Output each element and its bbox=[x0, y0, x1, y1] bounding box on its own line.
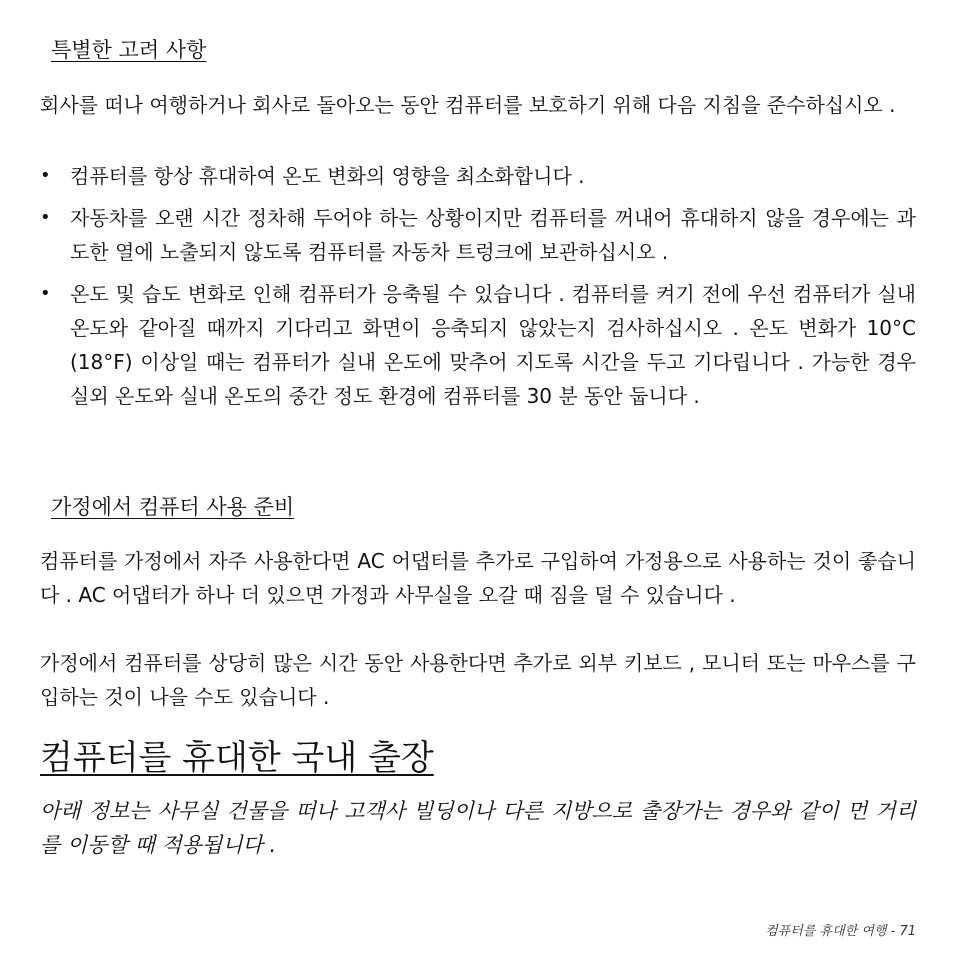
list-item-text: 자동차를 오랜 시간 정차해 두어야 하는 상황이지만 컴퓨터를 꺼내어 휴대하지 않을 경우에는 과도한 열에 노출되지 않도록 컴퓨터를 자동차 트렁크에 보관하십시오 . bbox=[70, 206, 916, 264]
section2-paragraph: 컴퓨터를 가정에서 자주 사용한다면 AC 어댑터를 추가로 구입하여 가정용으로 사용하는 것이 좋습니다 . AC 어댑터가 하나 더 있으면 가정과 사무실을 오갈 때 짐을 덜 수 있습니다 . bbox=[40, 549, 916, 607]
list-item bbox=[40, 159, 916, 193]
list-item-text: 컴퓨터를 항상 휴대하여 온도 변화의 영향을 최소화합니다 . bbox=[70, 164, 585, 188]
section3-intro: 아래 정보는 사무실 건물을 떠나 고객사 빌딩이나 다른 지방으로 출장가는 경우와 같이 먼 거리를 이동할 때 적용됩니다 . bbox=[40, 799, 916, 857]
bullet-icon: • bbox=[40, 283, 51, 304]
page-number: 71 bbox=[899, 924, 916, 939]
section1-intro: 회사를 떠나 여행하거나 회사로 돌아오는 동안 컴퓨터를 보호하기 위해 다음 지침을 준수하십시오 . bbox=[40, 93, 896, 117]
list-item bbox=[40, 201, 916, 269]
list-item-text: 온도 및 습도 변화로 인해 컴퓨터가 응축될 수 있습니다 . 컴퓨터를 켜기 전에 우선 컴퓨터가 실내 온도와 같아질 때까지 기다리고 화면이 응축되지 않았는지 검사하십시오 . 온도 변화가 10°C (18°F) 이상일 때는 컴퓨터가 실내 온도에 맞추어 지도록 시간을 두고 기다립니다 . 가능한 경우 실외 온도와 실내 온도의 중간 정도 환경에 컴퓨터를 30 분 동안 둡니다 . bbox=[70, 282, 916, 408]
section2-paragraph: 가정에서 컴퓨터를 상당히 많은 시간 동안 사용한다면 추가로 외부 키보드 , 모니터 또는 마우스를 구입하는 것이 나을 수도 있습니다 . bbox=[40, 651, 916, 709]
list-item bbox=[40, 277, 916, 413]
section3-heading: 컴퓨터를 휴대한 국내 출장 bbox=[40, 738, 434, 778]
section2-heading: 가정에서 컴퓨터 사용 준비 bbox=[51, 495, 295, 519]
section1-bullet-list bbox=[40, 159, 916, 413]
footer-separator: - bbox=[890, 924, 896, 939]
bullet-icon: • bbox=[40, 207, 51, 228]
section1-heading: 특별한 고려 사항 bbox=[51, 38, 207, 62]
page-footer bbox=[765, 920, 916, 939]
running-title: 컴퓨터를 휴대한 여행 bbox=[765, 924, 887, 939]
bullet-icon: • bbox=[40, 165, 51, 186]
